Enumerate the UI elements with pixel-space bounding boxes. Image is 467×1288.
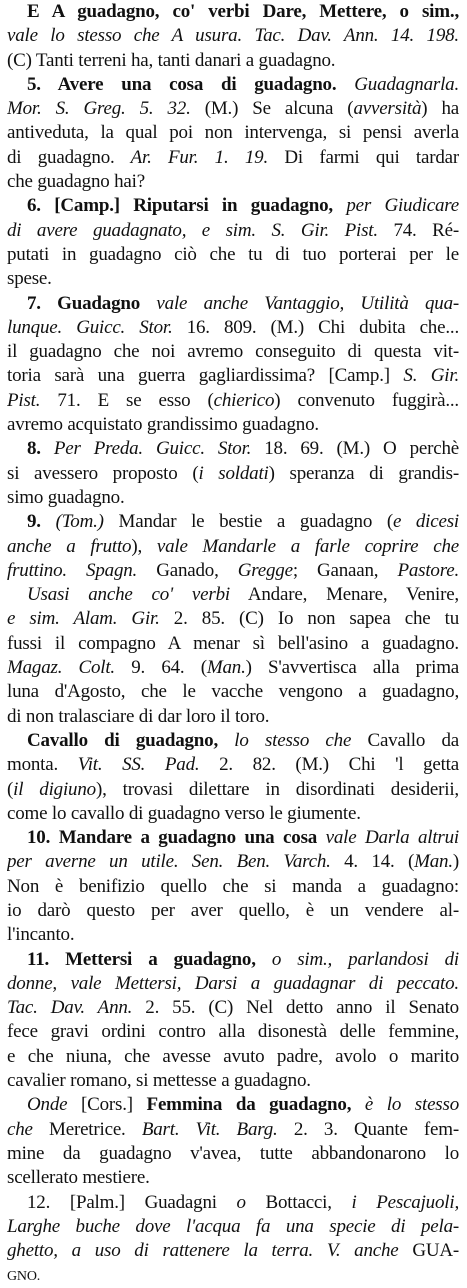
text-line: 7. Guadagno vale anche Vantaggio, Utilità qua- [27, 292, 459, 314]
text-line: antiveduta, la qual poi non intervenga, si pensi averla [7, 122, 459, 144]
text-line: scellerato mestiere. [7, 1167, 150, 1189]
text-line: (il digiuno), trovasi dilettare in disordinati desiderii, [7, 778, 459, 800]
text-line: monta. Vit. SS. Pad. 2. 82. (M.) Chi 'l getta [7, 754, 459, 776]
text-line: di avere guadagnato, e sim. S. Gir. Pist. 74. Ré- [7, 219, 459, 241]
text-line: luna d'Agosto, che le vacche vengono a guadagno, [7, 681, 459, 703]
text-line: putati in guadagno ciò che tu di tuo porterai per le [7, 243, 459, 265]
text-line: di non tralasciare di dar loro il toro. [7, 705, 270, 727]
text-line: per averne un utile. Sen. Ben. Varch. 4. 14. (Man.) [7, 851, 459, 873]
text-line: di guadagno. Ar. Fur. 1. 19. Di farmi qui tardar [7, 146, 459, 168]
text-line: 11. Mettersi a guadagno, o sim., parlandosi di [27, 948, 459, 970]
text-line: Tac. Dav. Ann. 2. 55. (C) Nel detto anno il Senato [7, 997, 459, 1019]
text-line: avremo acquistato grandissimo guadagno. [7, 414, 319, 436]
text-line: toria sarà una guerra gagliardissima? [Camp.] S. Gir. [7, 365, 459, 387]
text-line: vale lo stesso che A usura. Tac. Dav. Ann. 14. 198. [7, 25, 459, 47]
text-line: cavalier romano, si mettesse a guadagno. [7, 1070, 311, 1092]
text-line: 10. Mandare a guadagno una cosa vale Darla altrui [27, 827, 459, 849]
text-line: ghetto, a uso di rattenere la terra. V. anche GUA- [7, 1240, 459, 1262]
text-line: 9. (Tom.) Mandar le bestie a guadagno (e dicesi [27, 511, 459, 533]
text-line: E A guadagno, co' verbi Dare, Mettere, o sim., [27, 1, 459, 22]
text-line: fece gravi ordini contro alla disonestà delle femmine, [7, 1021, 459, 1043]
text-line: che guadagno hai? [7, 171, 145, 193]
text-line: Mor. S. Greg. 5. 32. (M.) Se alcuna (avversità) ha [7, 98, 459, 120]
text-line: mine da guadagno v'avea, tutte abbandonarono lo [7, 1142, 459, 1164]
text-line: 12. [Palm.] Guadagni o Bottacci, i Pescajuoli, [27, 1191, 459, 1213]
text-line: e che niuna, che avesse avuto padre, avolo o marito [7, 1045, 459, 1067]
text-line: Non è benifizio quello che si manda a guadagno: [7, 875, 459, 897]
text-line: spese. [7, 268, 52, 290]
text-line: Magaz. Colt. 9. 64. (Man.) S'avvertisca alla prima [7, 657, 459, 679]
text-line: Pist. 71. E se esso (chierico) convenuto fuggirà... [7, 389, 459, 411]
text-line: simo guadagno. [7, 486, 125, 508]
text-line: GNO. [7, 1269, 41, 1285]
text-line: anche a frutto), vale Mandarle a farle coprire che [7, 535, 459, 557]
text-line: lunque. Guicc. Stor. 16. 809. (M.) Chi dubita che... [7, 316, 459, 338]
text-line: il guadagno che noi avremo conseguito di questa vit- [7, 341, 459, 363]
text-line: fruttino. Spagn. Ganado, Gregge; Ganaan, Pastore. [7, 559, 459, 581]
text-line: Onde [Cors.] Femmina da guadagno, è lo stesso [27, 1094, 459, 1116]
text-line: come lo cavallo di guadagno verso le giumente. [7, 802, 361, 824]
text-line: fussi il compagno A menar sì bell'asino a guadagno. [7, 632, 459, 654]
text-line: 6. [Camp.] Riputarsi in guadagno, per Giudicare [27, 195, 459, 217]
text-line: si avessero proposto (i soldati) speranza di grandis- [7, 462, 459, 484]
text-line: donne, vale Mettersi, Darsi a guadagnar di peccato. [7, 972, 459, 994]
text-line: e sim. Alam. Gir. 2. 85. (C) Io non sapea che tu [7, 608, 459, 630]
dictionary-page [7, 0, 459, 1288]
text-line: 5. Avere una cosa di guadagno. Guadagnarla. [27, 73, 459, 95]
text-line: l'incanto. [7, 924, 75, 946]
text-line: io darò questo per aver quello, è un vendere al- [7, 899, 459, 921]
text-line: 8. Per Preda. Guicc. Stor. 18. 69. (M.) O perchè [27, 438, 459, 460]
text-line: Larghe buche dove l'acqua fa una specie di pela- [7, 1215, 459, 1237]
text-line: che Meretrice. Bart. Vit. Barg. 2. 3. Quante fem- [7, 1118, 459, 1140]
text-line: Usasi anche co' verbi Andare, Menare, Venire, [27, 584, 459, 606]
text-line: Cavallo di guadagno, lo stesso che Cavallo da [27, 729, 459, 751]
text-line: (C) Tanti terreni ha, tanti danari a guadagno. [7, 49, 336, 71]
